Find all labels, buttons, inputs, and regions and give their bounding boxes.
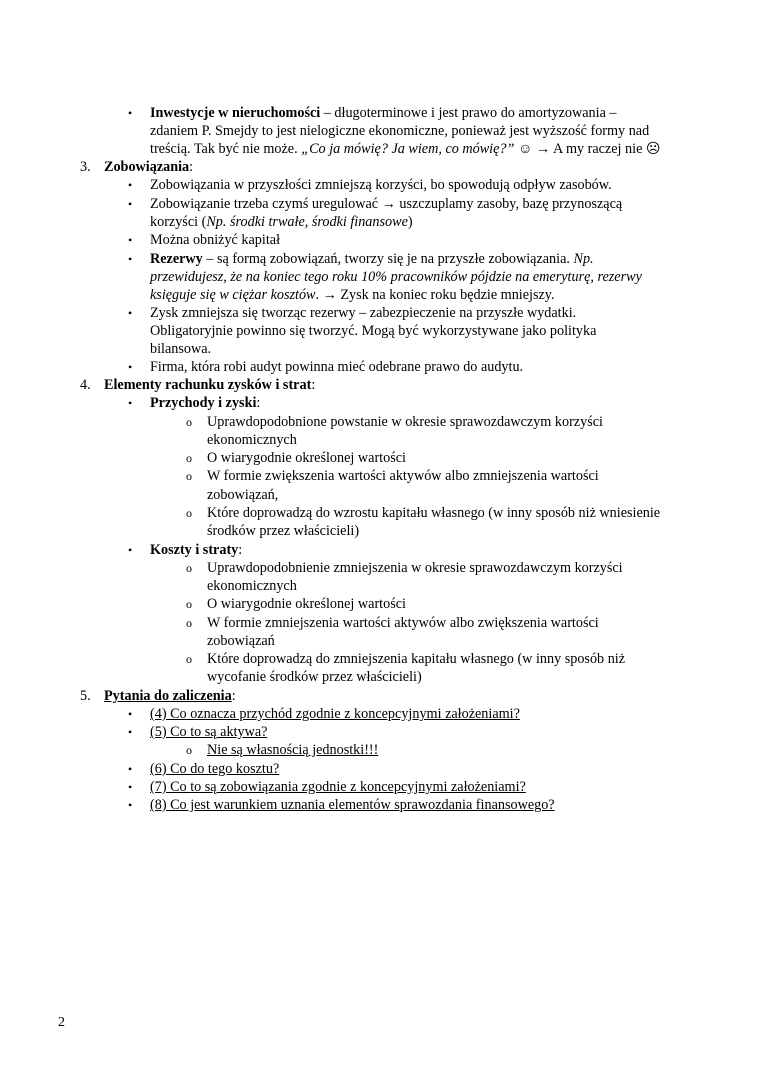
sub-list-item: o Które doprowadzą do wzrostu kapitału własnego (w inny sposób niż wniesienie (186, 505, 661, 521)
section-heading: 3. Zobowiązania: (80, 159, 194, 175)
question-item (0, 705, 760, 723)
answer-text: Nie są własnością jednostki!!! (207, 742, 379, 758)
sub-list-item: o O wiarygodnie określonej wartości (186, 450, 406, 466)
text-line: treścią. Tak być nie może. „Co ja mówię? Ja wiem, co mówię?” ☺ → A my raczej nie ☹ (150, 141, 661, 157)
bullet-icon: • (128, 396, 133, 410)
bullet-icon: • (128, 178, 133, 192)
arrow-right-icon: → (322, 287, 337, 303)
question-text: (4) Co oznacza przychód zgodnie z koncepcyjnymi założeniami? (150, 706, 520, 722)
question-text: (6) Co do tego kosztu? (150, 761, 280, 777)
list-item: • Zobowiązanie trzeba czymś uregulować → uszczuplamy zasoby, bazę przynoszącą (128, 196, 623, 212)
bullet-icon: • (128, 798, 133, 812)
sub-list-item: o W formie zmniejszenia wartości aktywów albo zwiększenia wartości (186, 615, 599, 631)
sub-list-item: o O wiarygodnie określonej wartości (186, 596, 406, 612)
text-line: zobowiązań (207, 633, 275, 649)
page-number: 2 (58, 1015, 65, 1030)
circle-bullet-icon: o (186, 451, 192, 465)
circle-bullet-icon: o (186, 652, 192, 666)
list-item: • Rezerwy – są formą zobowiązań, tworzy się je na przyszłe zobowiązania. Np. (128, 251, 594, 267)
sub-list-item: o Uprawdopodobnione powstanie w okresie sprawozdawczym korzyści (186, 414, 603, 430)
text-line: księguje się w ciężar kosztów. → Zysk na koniec roku będzie mniejszy. (150, 287, 555, 303)
list-item: • Zysk zmniejsza się tworząc rezerwy – zabezpieczenie na przyszłe wydatki. (128, 305, 577, 321)
circle-bullet-icon: o (186, 415, 192, 429)
question-item (0, 760, 760, 778)
arrow-right-icon: → (381, 196, 396, 212)
question-text: (8) Co jest warunkiem uznania elementów sprawozdania finansowego? (150, 797, 555, 813)
bullet-icon: • (128, 306, 133, 320)
subsection-heading: • Koszty i straty: (128, 542, 243, 558)
question-text: (7) Co to są zobowiązania zgodnie z koncepcyjnymi założeniami? (150, 779, 526, 795)
bullet-icon: • (128, 360, 133, 374)
text-line: ekonomicznych (207, 578, 297, 594)
list-item: • Zobowiązania w przyszłości zmniejszą korzyści, bo spowodują odpływ zasobów. (128, 177, 612, 193)
list-item: • Można obniżyć kapitał (128, 232, 281, 248)
section-heading: 4. Elementy rachunku zysków i strat: (80, 377, 316, 393)
section-title: Zobowiązania (104, 159, 190, 175)
text-line: przewidujesz, że na koniec tego roku 10% pracowników pójdzie na emeryturę, rezerwy (150, 269, 642, 285)
bullet-icon: • (128, 106, 133, 120)
bullet-icon: • (128, 252, 133, 266)
bullet-icon: • (128, 233, 133, 247)
circle-bullet-icon: o (186, 506, 192, 520)
sub-list-item: o Uprawdopodobnienie zmniejszenia w okresie sprawozdawczym korzyści (186, 560, 623, 576)
sub-list-item: o Które doprowadzą do zmniejszenia kapitału własnego (w inny sposób niż (186, 651, 626, 667)
smile-icon: ☺ (514, 141, 536, 157)
term-bold: Inwestycje w nieruchomości (150, 105, 321, 121)
circle-bullet-icon: o (186, 743, 192, 757)
bullet-icon: • (128, 762, 133, 776)
question-item (0, 778, 760, 796)
bullet-icon: • (128, 543, 133, 557)
subsection-heading: • Przychody i zyski: (128, 395, 261, 411)
text-line: korzyści (Np. środki trwałe, środki finansowe) (150, 214, 413, 230)
question-item (0, 796, 760, 814)
list-item: • Firma, która robi audyt powinna mieć odebrane prawo do audytu. (128, 359, 524, 375)
text-line: zobowiązań, (207, 487, 279, 503)
question-text: (5) Co to są aktywa? (150, 724, 268, 740)
section-title: Elementy rachunku zysków i strat (104, 377, 312, 393)
bullet-icon: • (128, 780, 133, 794)
section-heading: 5. Pytania do zaliczenia: (80, 688, 236, 704)
question-item (0, 723, 760, 741)
text-line: zdaniem P. Smejdy to jest nielogiczne ekonomiczne, ponieważ jest wyższość formy nad (150, 123, 650, 139)
text-line: wycofanie środków przez właścicieli) (207, 669, 422, 685)
quote-italic: „Co ja mówię? Ja wiem, co mówię?” (301, 141, 515, 157)
bullet-icon: • (128, 707, 133, 721)
text-line: środków przez właścicieli) (207, 523, 360, 539)
text-line: ekonomicznych (207, 432, 297, 448)
arrow-right-icon: → (536, 141, 551, 157)
circle-bullet-icon: o (186, 469, 192, 483)
bullet-icon: • (128, 725, 133, 739)
section-title: Pytania do zaliczenia (104, 688, 232, 704)
sub-list-item (0, 741, 760, 759)
frown-icon: ☹ (645, 141, 661, 157)
bullet-icon: • (128, 197, 133, 211)
circle-bullet-icon: o (186, 616, 192, 630)
sub-list-item: o W formie zwiększenia wartości aktywów albo zmniejszenia wartości (186, 468, 599, 484)
circle-bullet-icon: o (186, 561, 192, 575)
circle-bullet-icon: o (186, 597, 192, 611)
list-item: • Inwestycje w nieruchomości – długoterminowe i jest prawo do amortyzowania – (128, 105, 617, 121)
text-line: bilansowa. (150, 341, 212, 357)
text-line: Obligatoryjnie powinno się tworzyć. Mogą być wykorzystywane jako polityka (150, 323, 597, 339)
